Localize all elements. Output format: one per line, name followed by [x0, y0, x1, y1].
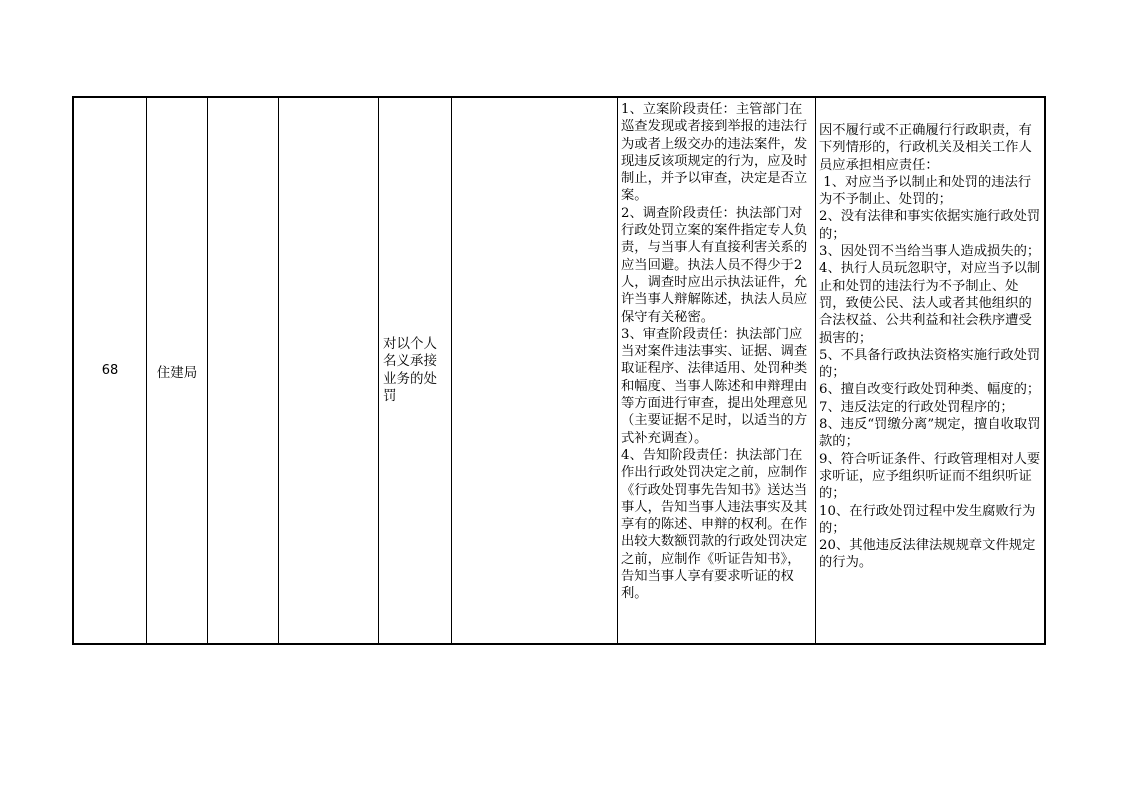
- item-name-cell: [379, 98, 452, 643]
- department: 住建局: [156, 364, 198, 381]
- responsibility-review: 3、审查阶段责任：执法部门应当对案件违法事实、证据、调查取证程序、法律适用、处罚种类和幅度、当事人陈述和申辩理由等方面进行审查，提出处理意见（主要证据不足时，以适当的方式补充调查）。: [621, 326, 808, 446]
- liability-item-8: 8、违反“罚缴分离”规定，擅自收取罚款的；: [819, 417, 1041, 450]
- empty-cell-6: [452, 98, 618, 643]
- responsibility-notification: 4、告知阶段责任：执法部门在作出行政处罚决定之前，应制作《行政处罚事先告知书》送达当事人，告知当事人违法事实及其享有的陈述、申辩的权利。在作出较大数额罚款的行政处罚决定之前，应制作《听证告知书》，告知当事人享有要求听证的权利。: [621, 447, 808, 602]
- empty-cell-3: [208, 98, 279, 643]
- item-name: 对以个人名义承接业务的处罚: [383, 335, 437, 404]
- table-row: [72, 96, 1046, 645]
- row-number-cell: [74, 98, 147, 643]
- liability-item-6: 6、擅自改变行政处罚种类、幅度的；: [819, 382, 1041, 398]
- empty-cell-4: [279, 98, 379, 643]
- row-number: 68: [101, 363, 119, 378]
- responsibility-cell: [618, 98, 816, 643]
- responsibility-investigation: 2、调查阶段责任：执法部门对行政处罚立案的案件指定专人负责，与当事人有直接利害关系的应当回避。执法人员不得少于2人，调查时应出示执法证件，允许当事人辩解陈述，执法人员应保守有关秘密。: [621, 205, 808, 325]
- liability-item-7: 7、违反法定的行政处罚程序的；: [819, 399, 1014, 415]
- responsibility-filing: 1、立案阶段责任：主管部门在巡查发现或者接到举报的违法行为或者上级交办的违法案件，发现违反该项规定的行为，应及时制止，并予以审查，决定是否立案。: [621, 102, 808, 204]
- liability-item-1: 1、对应当予以制止和处罚的违法行为不予制止、处罚的；: [819, 174, 1032, 208]
- liability-item-9: 9、符合听证条件、行政管理相对人要求听证，应予组织听证而不组织听证的；: [819, 451, 1041, 502]
- liability-item-4: 4、执行人员玩忽职守，对应当予以制止和处罚的违法行为不予制止、处罚，致使公民、法人或者其他组织的合法权益、公共利益和社会秩序遭受损害的；: [819, 261, 1041, 346]
- liability-item-3: 3、因处罚不当给当事人造成损失的；: [819, 244, 1041, 260]
- department-cell: [147, 98, 208, 643]
- liability-item-5: 5、不具备行政执法资格实施行政处罚的；: [819, 347, 1041, 381]
- liability-item-2: 2、没有法律和事实依据实施行政处罚的；: [819, 209, 1041, 242]
- liability-item-20: 20、其他违反法律法规规章文件规定的行为。: [819, 538, 1036, 571]
- liability-cell: [816, 98, 1044, 643]
- liability-item-10: 10、在行政处罚过程中发生腐败行为的；: [819, 503, 1036, 536]
- liability-intro: 因不履行或不正确履行行政职责，有下列情形的，行政机关及相关工作人员应承担相应责任：: [819, 123, 1032, 173]
